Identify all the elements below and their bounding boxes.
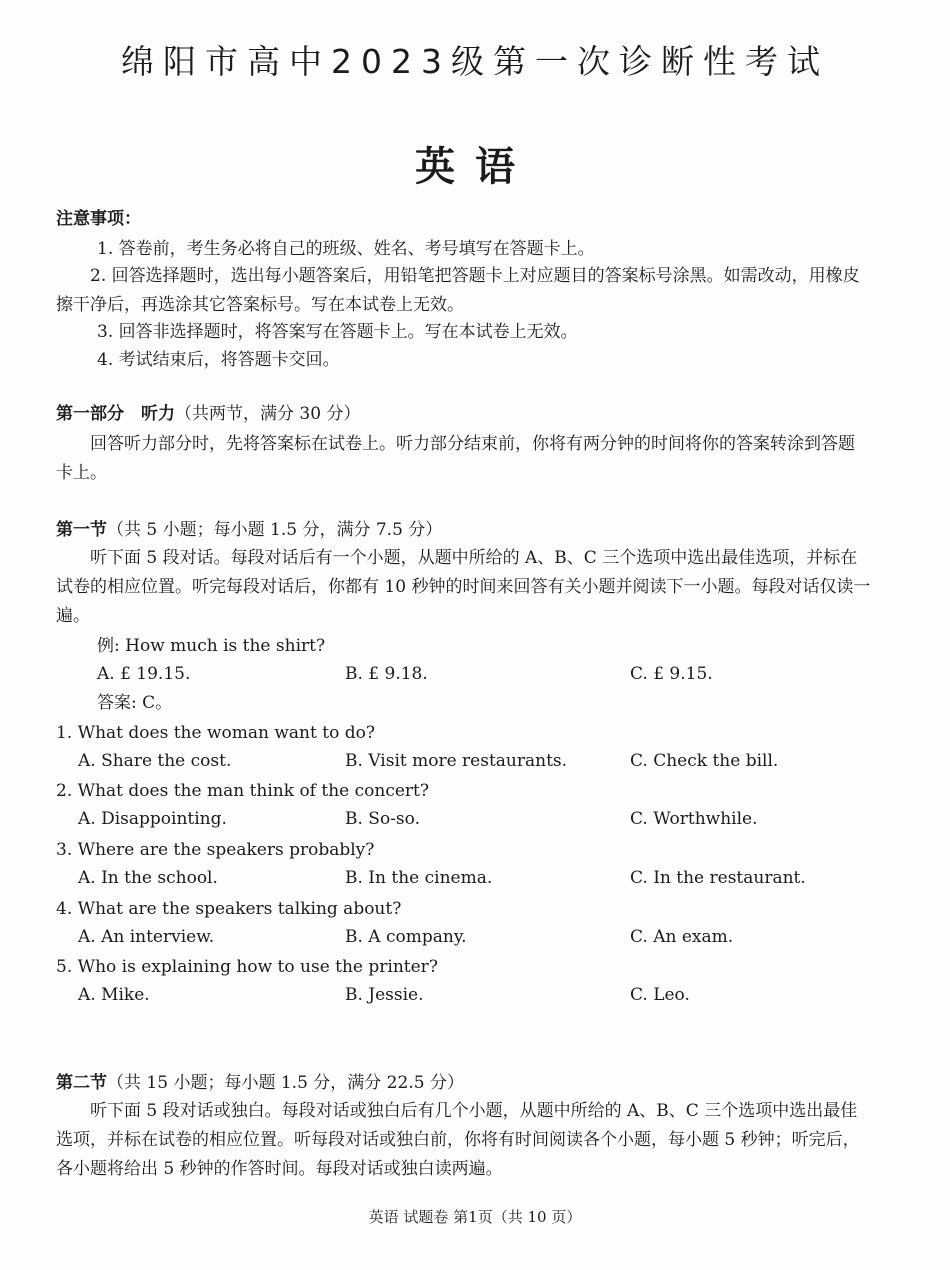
- section1-info: （共 5 小题；每小题 1.5 分，满分 7.5 分）: [107, 520, 443, 540]
- question-5-option-c: C. Leo.: [630, 985, 690, 1005]
- notice-item-1: 1. 答卷前，考生务必将自己的班级、姓名、考号填写在答题卡上。: [97, 239, 595, 259]
- section1-intro: 听下面 5 段对话。每段对话后有一个小题，从题中所给的 A、B、C 三个选项中选出最佳选项，并标在试卷的相应位置。听完每段对话后，你都有 10 秒钟的时间来回答有关小题并阅读下一小题。每段对话仅读一遍。: [56, 548, 871, 626]
- question-1-option-c: C. Check the bill.: [630, 751, 779, 771]
- question-2: 2. What does the man think of the concert?: [56, 781, 429, 801]
- subject-title: 英语: [415, 144, 535, 190]
- question-2-option-b: B. So-so.: [345, 809, 420, 829]
- question-3: 3. Where are the speakers probably?: [56, 840, 375, 860]
- part1-title: 第一部分 听力: [56, 404, 175, 424]
- part1-heading: [56, 400, 360, 428]
- notice-title: 注意事项：: [56, 209, 141, 229]
- notice-item-4: 4. 考试结束后，将答题卡交回。: [97, 350, 340, 370]
- question-3-option-c: C. In the restaurant.: [630, 868, 806, 888]
- exam-title: 绵阳市高中2023级第一次诊断性考试: [121, 42, 829, 81]
- part1-info: （共两节，满分 30 分）: [175, 404, 361, 424]
- question-1: 1. What does the woman want to do?: [56, 723, 375, 743]
- section1-title: 第一节: [56, 520, 107, 540]
- section1-heading: [56, 516, 442, 544]
- question-4-option-a: A. An interview.: [78, 927, 215, 947]
- example-option-c: C. £ 9.15.: [630, 664, 713, 684]
- question-5-option-b: B. Jessie.: [345, 985, 424, 1005]
- example-question: 例: How much is the shirt?: [97, 636, 326, 656]
- section2-heading: [56, 1069, 464, 1097]
- section2-intro: 听下面 5 段对话或独白。每段对话或独白后有几个小题，从题中所给的 A、B、C 三个选项中选出最佳选项，并标在试卷的相应位置。听每段对话或独白前，你将有时间阅读各个小题，每小题 5 秒钟；听完后，各小题将给出 5 秒钟的作答时间。每段对话或独白读两遍。: [56, 1101, 860, 1179]
- question-1-option-b: B. Visit more restaurants.: [345, 751, 568, 771]
- notice-item-3: 3. 回答非选择题时，将答案写在答题卡上。写在本试卷上无效。: [97, 322, 578, 342]
- question-5: 5. Who is explaining how to use the printer?: [56, 957, 438, 977]
- page-footer: 英语 试题卷 第1页（共 10 页）: [368, 1208, 582, 1226]
- question-3-option-b: B. In the cinema.: [345, 868, 493, 888]
- example-option-b: B. £ 9.18.: [345, 664, 428, 684]
- question-2-option-c: C. Worthwhile.: [630, 809, 758, 829]
- question-4: 4. What are the speakers talking about?: [56, 899, 402, 919]
- question-4-option-c: C. An exam.: [630, 927, 734, 947]
- part1-intro: 回答听力部分时，先将答案标在试卷上。听力部分结束前，你将有两分钟的时间将你的答案转涂到答题卡上。: [56, 434, 855, 483]
- question-3-option-a: A. In the school.: [78, 868, 218, 888]
- question-2-option-a: A. Disappointing.: [78, 809, 227, 829]
- example-answer: 答案: C。: [97, 693, 173, 713]
- notice-item-2: 2. 回答选择题时，选出每小题答案后，用铅笔把答题卡上对应题目的答案标号涂黑。如需改动，用橡皮擦干净后，再选涂其它答案标号。写在本试卷上无效。: [56, 266, 860, 315]
- example-option-a: A. £ 19.15.: [97, 664, 191, 684]
- question-4-option-b: B. A company.: [345, 927, 467, 947]
- question-5-option-a: A. Mike.: [78, 985, 150, 1005]
- section2-title: 第二节: [56, 1073, 107, 1093]
- question-1-option-a: A. Share the cost.: [78, 751, 232, 771]
- section2-info: （共 15 小题；每小题 1.5 分，满分 22.5 分）: [107, 1073, 464, 1093]
